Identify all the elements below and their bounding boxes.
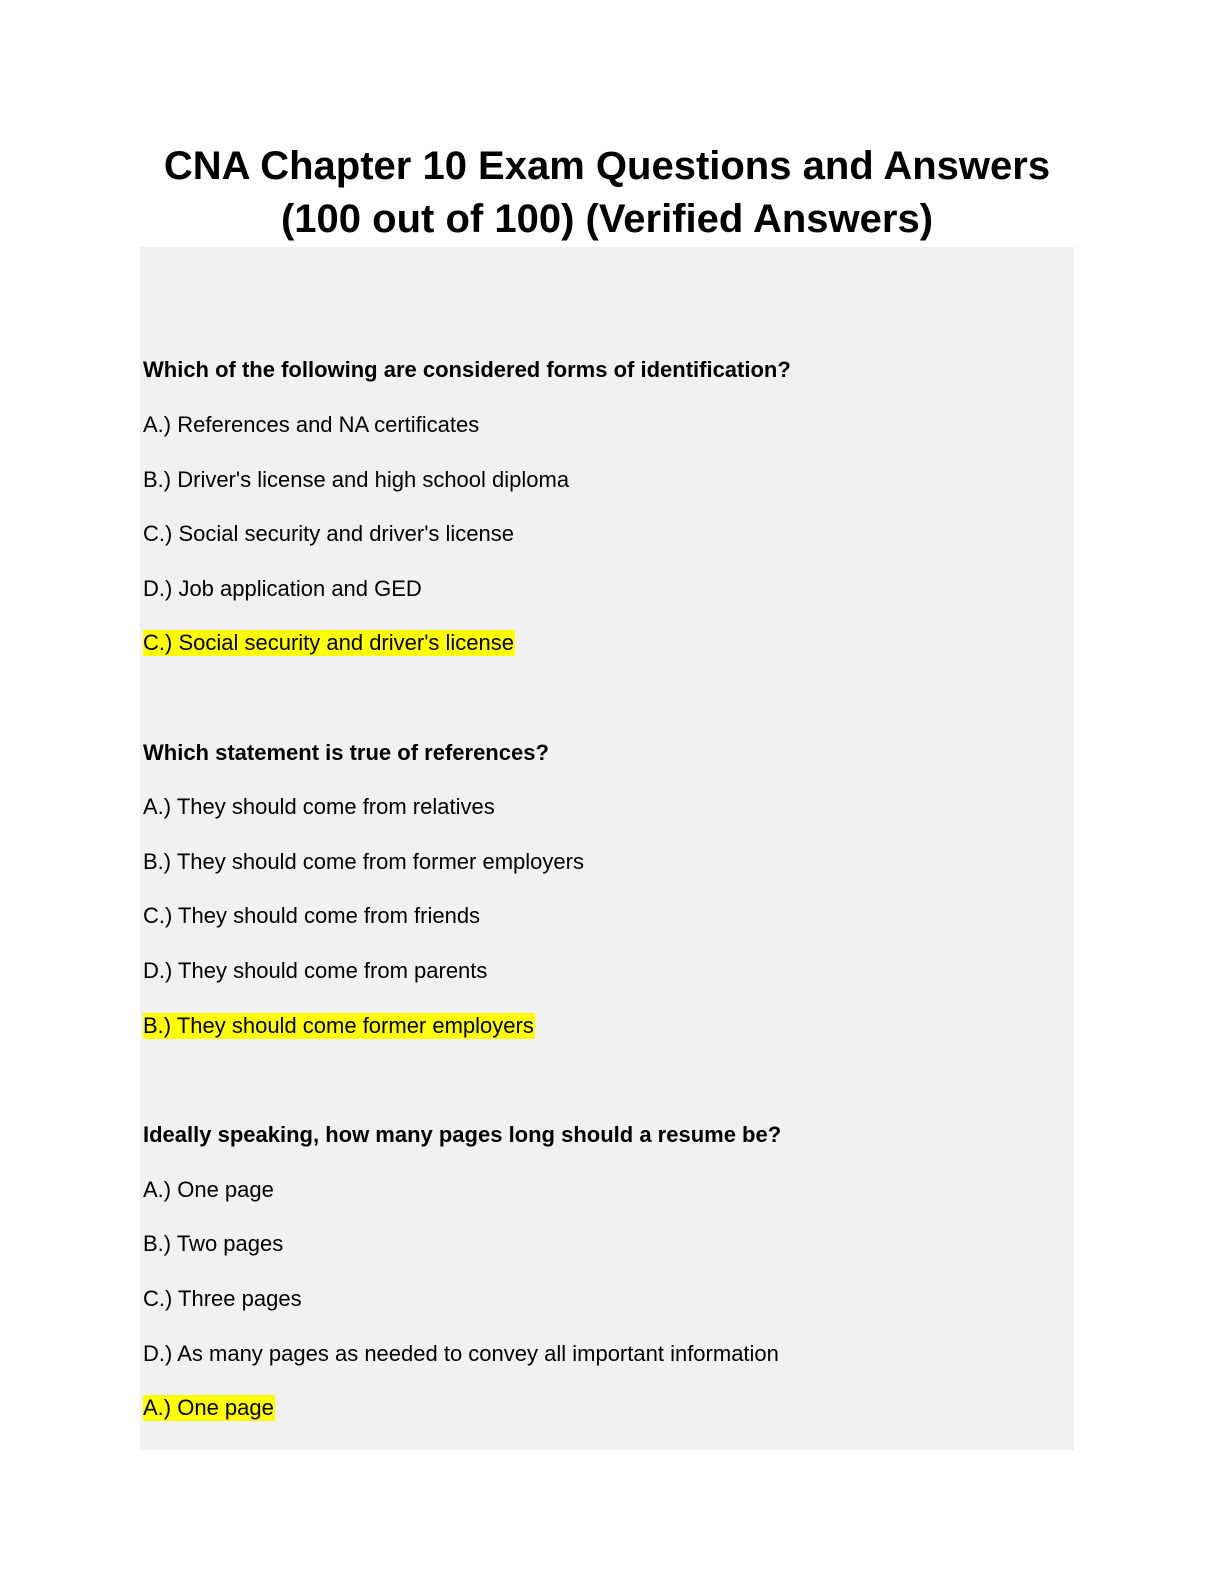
question-3-option-c: C.) Three pages — [143, 1286, 302, 1311]
question-2-option-c: C.) They should come from friends — [143, 903, 481, 928]
question-2-text: Which statement is true of references? — [143, 740, 549, 765]
question-1-option-d: D.) Job application and GED — [143, 576, 422, 601]
question-3-option-a: A.) One page — [143, 1177, 274, 1202]
question-3-option-b: B.) Two pages — [143, 1231, 284, 1256]
question-2-answer: B.) They should come former employers — [143, 1013, 534, 1038]
question-1-text: Which of the following are considered forms of identification? — [143, 357, 791, 382]
question-3-answer: A.) One page — [143, 1395, 274, 1420]
title-line-1: CNA Chapter 10 Exam Questions and Answers — [163, 144, 1051, 188]
document-title — [140, 140, 1074, 246]
question-2-option-a: A.) They should come from relatives — [143, 794, 495, 819]
question-3-option-d: D.) As many pages as needed to convey all important information — [143, 1341, 779, 1366]
question-1-answer: C.) Social security and driver's license — [143, 630, 515, 655]
question-2-option-d: D.) They should come from parents — [143, 958, 488, 983]
question-1-option-c: C.) Social security and driver's license — [143, 521, 515, 546]
title-line-2: (100 out of 100) (Verified Answers) — [280, 197, 934, 241]
question-1-option-a: A.) References and NA certificates — [143, 412, 480, 437]
question-3-text: Ideally speaking, how many pages long should a resume be? — [143, 1122, 782, 1147]
question-2-option-b: B.) They should come from former employers — [143, 849, 584, 874]
question-1-option-b: B.) Driver's license and high school diploma — [143, 467, 570, 492]
